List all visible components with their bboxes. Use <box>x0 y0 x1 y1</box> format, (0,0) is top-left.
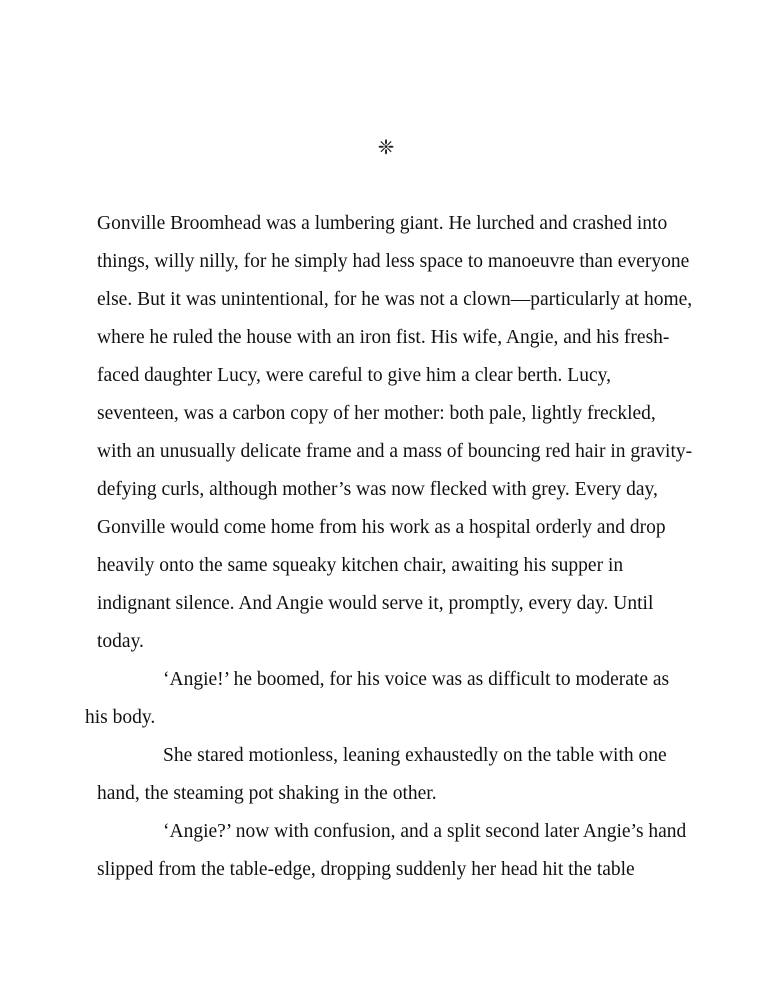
text-line: today. <box>97 631 144 652</box>
text-line: defying curls, although mother’s was now flecked with grey. Every day, <box>97 479 658 500</box>
text-line: where he ruled the house with an iron fist. His wife, Angie, and his fresh- <box>97 327 670 348</box>
text-line: hand, the steaming pot shaking in the other. <box>97 783 437 804</box>
text-line: Gonville would come home from his work as a hospital orderly and drop <box>97 517 666 538</box>
text-line: else. But it was unintentional, for he was not a clown—particularly at home, <box>97 289 693 310</box>
text-line: She stared motionless, leaning exhaustedly on the table with one <box>163 745 667 766</box>
text-line: Gonville Broomhead was a lumbering giant. He lurched and crashed into <box>97 213 668 234</box>
section-break-ornament: ❈ <box>377 135 395 159</box>
text-line: slipped from the table-edge, dropping suddenly her head hit the table <box>97 859 635 880</box>
text-line: ‘Angie!’ he boomed, for his voice was as difficult to moderate as <box>163 669 670 690</box>
text-line: with an unusually delicate frame and a mass of bouncing red hair in gravity- <box>97 441 693 462</box>
text-line: faced daughter Lucy, were careful to give him a clear berth. Lucy, <box>97 365 611 386</box>
text-line: things, willy nilly, for he simply had less space to manoeuvre than everyone <box>97 251 690 272</box>
text-line: his body. <box>85 707 156 728</box>
text-line: indignant silence. And Angie would serve it, promptly, every day. Until <box>97 593 654 614</box>
text-line: heavily onto the same squeaky kitchen chair, awaiting his supper in <box>97 555 624 576</box>
text-line: ‘Angie?’ now with confusion, and a split second later Angie’s hand <box>163 821 687 842</box>
text-line: seventeen, was a carbon copy of her mother: both pale, lightly freckled, <box>97 403 656 424</box>
